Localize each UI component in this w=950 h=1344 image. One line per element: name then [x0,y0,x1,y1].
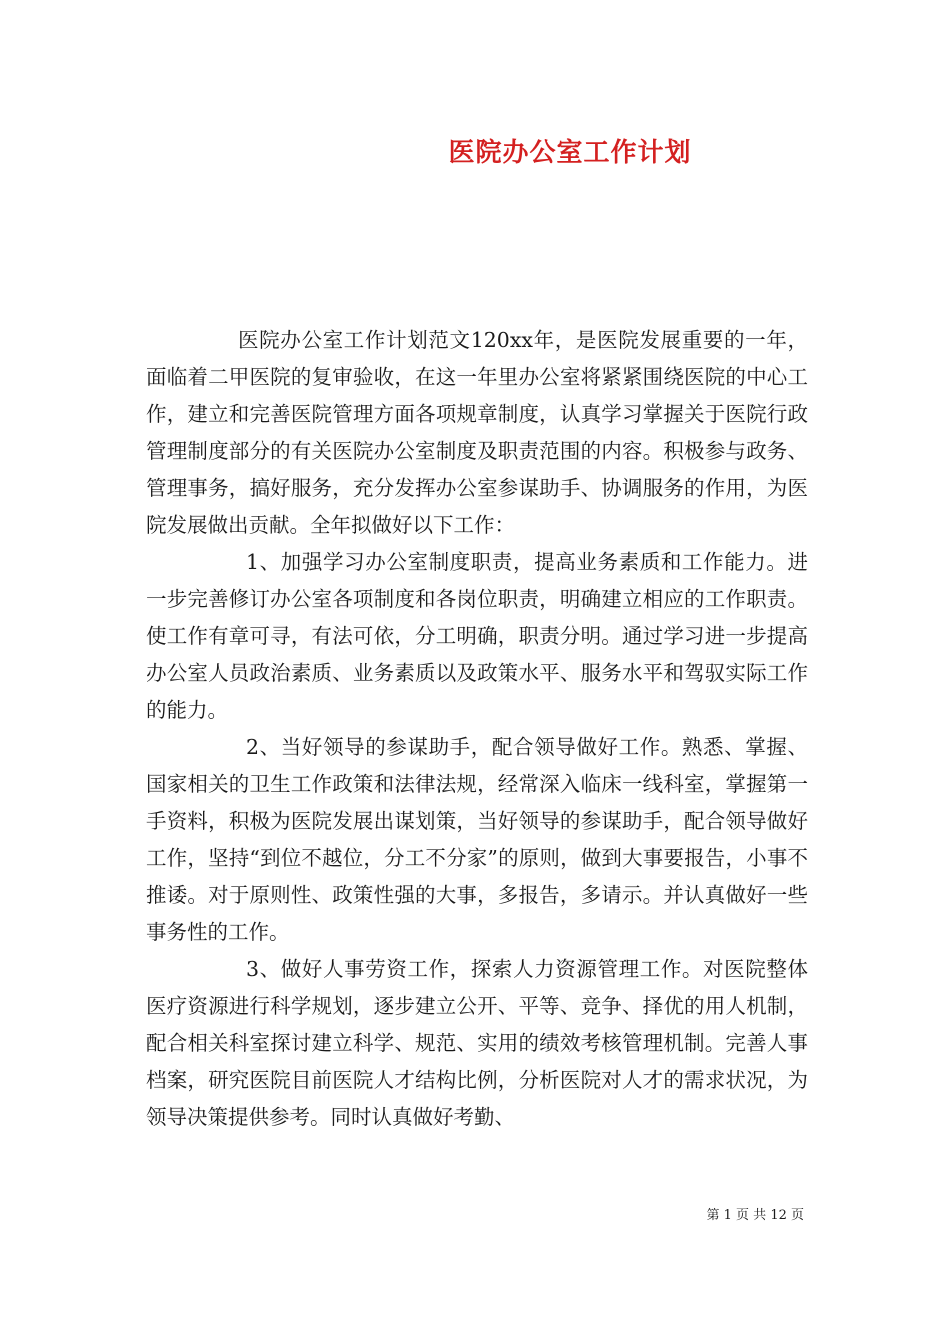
document-title: 医院办公室工作计划 [448,138,692,168]
page-number-footer: 第 1 页 共 12 页 [706,1208,804,1223]
item-3-paragraph: 3、做好人事劳资工作，探索人力资源管理工作。对医院整体医疗资源进行科学规划，逐步建立公开、平等、竞争、择优的用人机制，配合相关科室探讨建立科学、规范、实用的绩效考核管理机制。完善人事档案，研究医院目前医院人才结构比例，分析医院对人才的需求状况，为领导决策提供参考。同时认真做好考勤、 [146,957,808,1129]
intro-paragraph: 医院办公室工作计划范文120xx年，是医院发展重要的一年，面临着二甲医院的复审验收，在这一年里办公室将紧紧围绕医院的中心工作，建立和完善医院管理方面各项规章制度，认真学习掌握关于医院行政管理制度部分的有关医院办公室制度及职责范围的内容。积极参与政务、管理事务，搞好服务，充分发挥办公室参谋助手、协调服务的作用，为医院发展做出贡献。全年拟做好以下工作： [146,328,808,537]
document-body [146,322,808,1136]
item-2-paragraph: 2、当好领导的参谋助手，配合领导做好工作。熟悉、掌握、国家相关的卫生工作政策和法律法规，经常深入临床一线科室，掌握第一手资料，积极为医院发展出谋划策，当好领导的参谋助手，配合领导做好工作，坚持“到位不越位，分工不分家”的原则，做到大事要报告，小事不推诿。对于原则性、政策性强的大事，多报告，多请示。并认真做好一些事务性的工作。 [146,735,808,944]
item-1-paragraph: 1、加强学习办公室制度职责，提高业务素质和工作能力。进一步完善修订办公室各项制度和各岗位职责，明确建立相应的工作职责。使工作有章可寻，有法可依，分工明确，职责分明。通过学习进一步提高办公室人员政治素质、业务素质以及政策水平、服务水平和驾驭实际工作的能力。 [146,550,808,722]
